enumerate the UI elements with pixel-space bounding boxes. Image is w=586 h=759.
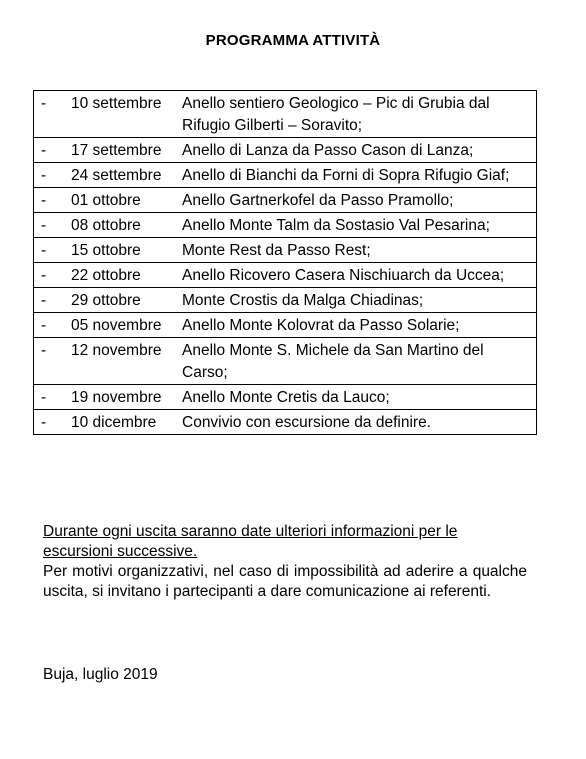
row-bullet: -	[34, 338, 72, 385]
schedule-row	[34, 138, 537, 163]
schedule-row	[34, 91, 537, 138]
schedule-row	[34, 213, 537, 238]
row-description: Convivio con escursione da definire.	[182, 410, 537, 435]
row-date: 24 settembre	[71, 163, 182, 188]
row-description: Anello Monte Talm da Sostasio Val Pesarina;	[182, 213, 537, 238]
row-date: 17 settembre	[71, 138, 182, 163]
row-date: 10 dicembre	[71, 410, 182, 435]
schedule-row	[34, 410, 537, 435]
row-description: Monte Rest da Passo Rest;	[182, 238, 537, 263]
schedule-body	[34, 91, 537, 435]
row-description: Anello Monte Kolovrat da Passo Solarie;	[182, 313, 537, 338]
row-bullet: -	[34, 163, 72, 188]
row-description: Anello Monte Cretis da Lauco;	[182, 385, 537, 410]
row-date: 05 novembre	[71, 313, 182, 338]
row-bullet: -	[34, 288, 72, 313]
row-bullet: -	[34, 410, 72, 435]
row-date: 01 ottobre	[71, 188, 182, 213]
schedule-row	[34, 385, 537, 410]
schedule-row	[34, 238, 537, 263]
row-bullet: -	[34, 263, 72, 288]
row-description: Anello Gartnerkofel da Passo Pramollo;	[182, 188, 537, 213]
schedule-row	[34, 188, 537, 213]
place-date-signature: Buja, luglio 2019	[43, 666, 158, 683]
row-description: Anello di Bianchi da Forni di Sopra Rifugio Giaf;	[182, 163, 537, 188]
row-description: Anello sentiero Geologico – Pic di Grubia dal Rifugio Gilberti – Soravito;	[182, 91, 537, 138]
row-bullet: -	[34, 313, 72, 338]
row-date: 15 ottobre	[71, 238, 182, 263]
row-date: 08 ottobre	[71, 213, 182, 238]
row-description: Monte Crostis da Malga Chiadinas;	[182, 288, 537, 313]
page-title: PROGRAMMA ATTIVITÀ	[205, 32, 381, 49]
info-note: Durante ogni uscita saranno date ulteriori informazioni per le escursioni successive.	[43, 523, 458, 560]
row-bullet: -	[34, 385, 72, 410]
schedule-table	[33, 90, 537, 435]
row-bullet: -	[34, 213, 72, 238]
row-description: Anello di Lanza da Passo Cason di Lanza;	[182, 138, 537, 163]
notes-section	[43, 522, 527, 602]
schedule-row	[34, 163, 537, 188]
row-date: 12 novembre	[71, 338, 182, 385]
schedule-row	[34, 338, 537, 385]
row-date: 19 novembre	[71, 385, 182, 410]
schedule-row	[34, 263, 537, 288]
row-bullet: -	[34, 138, 72, 163]
organization-note: Per motivi organizzativi, nel caso di impossibilità ad aderire a qualche uscita, si invitano i partecipanti a dare comunicazione ai referenti.	[43, 563, 527, 600]
row-date: 29 ottobre	[71, 288, 182, 313]
row-description: Anello Ricovero Casera Nischiuarch da Uccea;	[182, 263, 537, 288]
row-description: Anello Monte S. Michele da San Martino del Carso;	[182, 338, 537, 385]
row-bullet: -	[34, 238, 72, 263]
row-bullet: -	[34, 188, 72, 213]
row-bullet: -	[34, 91, 72, 138]
schedule-row	[34, 288, 537, 313]
schedule-row	[34, 313, 537, 338]
row-date: 10 settembre	[71, 91, 182, 138]
row-date: 22 ottobre	[71, 263, 182, 288]
